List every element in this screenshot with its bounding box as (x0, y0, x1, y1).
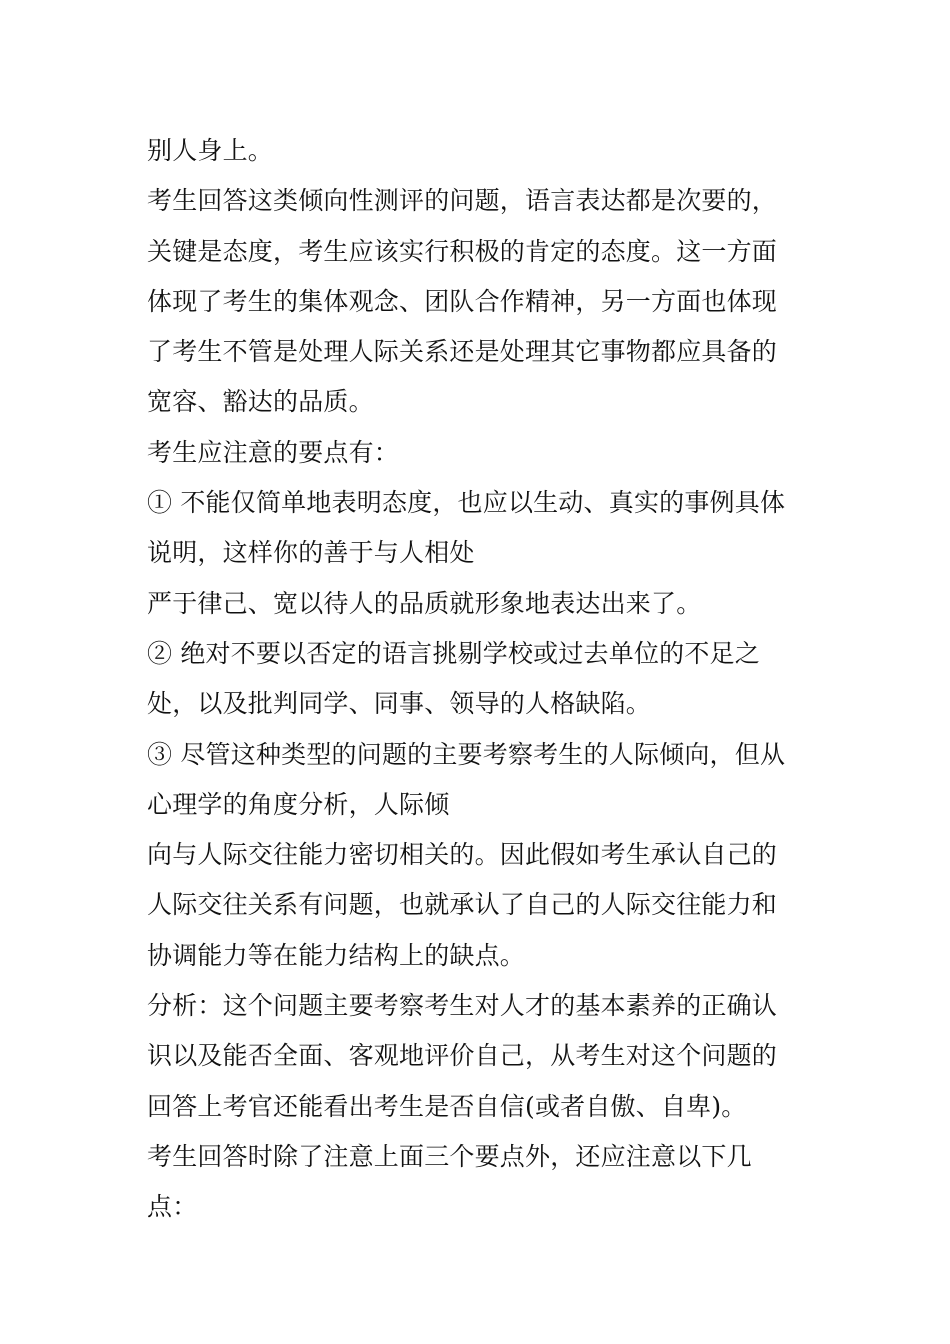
text-line-8: ① 不能仅简单地表明态度，也应以生动、真实的事例具体 (147, 488, 786, 518)
text-line-11: ② 绝对不要以否定的语言挑剔学校或过去单位的不足之 (147, 638, 760, 668)
text-line-19: 识以及能否全面、客观地评价自己，从考生对这个问题的 (147, 1041, 778, 1071)
text-line-18: 分析：这个问题主要考察考生对人才的基本素养的正确认 (147, 991, 778, 1021)
text-line-5: 了考生不管是处理人际关系还是处理其它事物都应具备的 (147, 337, 778, 367)
text-line-2: 考生回答这类倾向性测评的问题，语言表达都是次要的， (147, 186, 778, 216)
text-line-9: 说明，这样你的善于与人相处 (147, 538, 475, 568)
text-line-13: ③ 尽管这种类型的问题的主要考察考生的人际倾向，但从 (147, 739, 786, 769)
text-line-10: 严于律己、宽以待人的品质就形象地表达出来了。 (147, 588, 702, 618)
text-line-7: 考生应注意的要点有： (147, 437, 400, 467)
text-line-3: 关键是态度，考生应该实行积极的肯定的态度。这一方面 (147, 236, 778, 266)
text-line-20: 回答上考官还能看出考生是否自信(或者自傲、自卑)。 (147, 1091, 747, 1121)
text-line-1: 别人身上。 (147, 136, 274, 165)
document-body (147, 126, 807, 1233)
text-line-14: 心理学的角度分析，人际倾 (147, 789, 450, 819)
text-line-22: 点： (147, 1192, 198, 1222)
text-line-12: 处，以及批判同学、同事、领导的人格缺陷。 (147, 689, 652, 719)
text-line-15: 向与人际交往能力密切相关的。因此假如考生承认自己的 (147, 840, 778, 870)
text-line-6: 宽容、豁达的品质。 (147, 387, 374, 417)
text-line-17: 协调能力等在能力结构上的缺点。 (147, 940, 526, 970)
text-line-21: 考生回答时除了注意上面三个要点外，还应注意以下几 (147, 1141, 752, 1171)
text-line-4: 体现了考生的集体观念、团队合作精神，另一方面也体现 (147, 286, 778, 316)
text-line-16: 人际交往关系有问题，也就承认了自己的人际交往能力和 (147, 890, 778, 920)
